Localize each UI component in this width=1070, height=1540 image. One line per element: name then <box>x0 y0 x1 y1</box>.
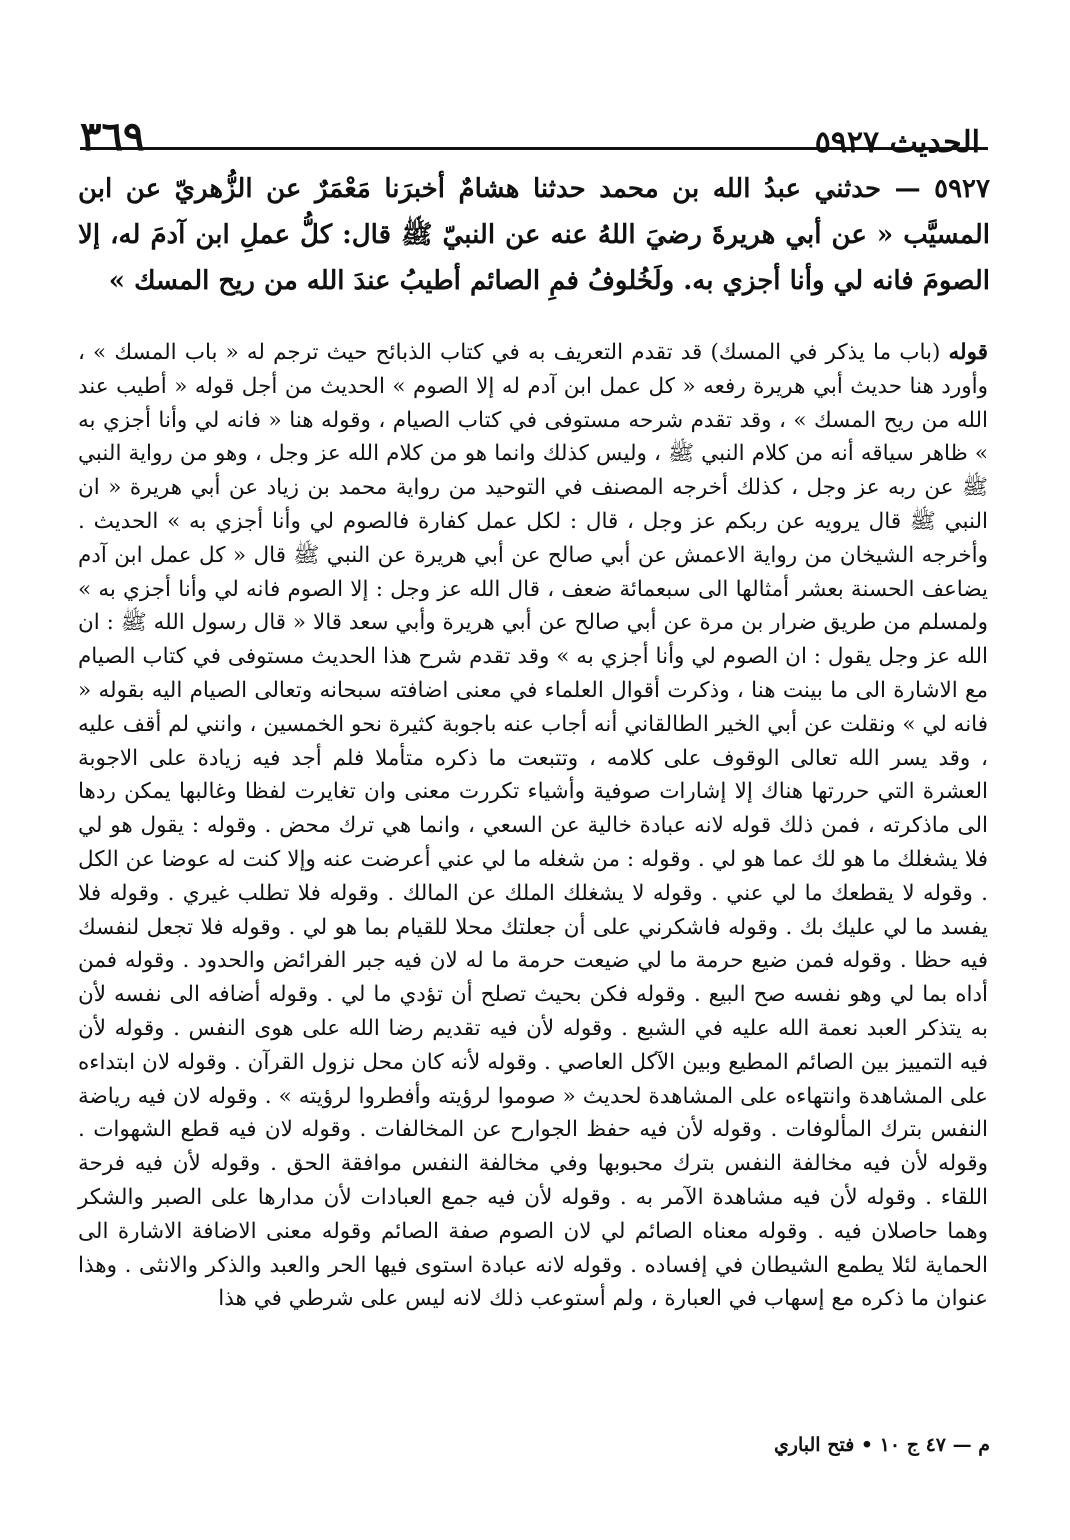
hadith-number: ٥٩٢٧ — <box>894 174 990 204</box>
hadith-body: حدثني عبدُ الله بن محمد حدثنا هشامٌ أخبرَنا مَعْمَرٌ عن الزُّهريّ عن ابن المسيَّب « عن أبي هريرةَ رضيَ اللهُ عنه عن النبيّ ﷺ قال: كلُّ عملِ ابن آدمَ له، إلا الصومَ فانه لي وأنا أجزي به. ولَخُلوفُ فمِ الصائم أطيبُ عندَ الله من ريح المسك » <box>78 174 990 296</box>
commentary-lead-word: قوله <box>948 340 988 365</box>
header-rule <box>80 147 988 150</box>
hadith-text-block <box>78 166 990 304</box>
signature-mark: م — ٤٧ ج ١٠ • فتح الباري <box>773 1434 990 1456</box>
commentary-paragraph <box>78 336 988 1316</box>
running-head: الحديث ٥٩٢٧ <box>814 125 980 160</box>
commentary-body: (باب ما يذكر في المسك) قد تقدم التعريف به في كتاب الذبائح حيث ترجم له « باب المسك » ، وأورد هنا حديث أبي هريرة رفعه « كل عمل ابن آدم له إلا الصوم » الحديث من أجل قوله « أطيب عند الله من ريح المسك » ، وقد تقدم شرحه مستوفى في كتاب الصيام ، وقوله هنا « فانه لي وأنا أجزي به » ظاهر سياقه أنه من كلام النبي ﷺ ، وليس كذلك وانما هو من كلام الله عز وجل ، وهو من رواية النبي ﷺ عن ربه عز وجل ، كذلك أخرجه المصنف في التوحيد من رواية محمد بن زياد عن أبي هريرة « ان النبي ﷺ قال يرويه عن ربكم عز وجل ، قال : لكل عمل كفارة فالصوم لي وأنا أجزي به » الحديث . وأخرجه الشيخان من رواية الاعمش عن أبي صالح عن أبي هريرة عن النبي ﷺ قال « كل عمل ابن آدم يضاعف الحسنة بعشر أمثالها الى سبعمائة ضعف ، قال الله عز وجل : إلا الصوم فانه لي وأنا أجزي به » ولمسلم من طريق ضرار بن مرة عن أبي صالح عن أبي هريرة وأبي سعد قالا « قال رسول الله ﷺ : ان الله عز وجل يقول : ان الصوم لي وأنا أجزي به » وقد تقدم شرح هذا الحديث مستوفى في كتاب الصيام مع الاشارة الى ما بينت هنا ، وذكرت أقوال العلماء في معنى اضافته سبحانه وتعالى الصيام اليه بقوله « فانه لي » ونقلت عن أبي الخير الطالقاني أنه أجاب عنه باجوبة كثيرة نحو الخمسين ، وانني لم أقف عليه ، وقد يسر الله تعالى الوقوف على كلامه ، وتتبعت ما ذكره متأملا فلم أجد فيه زيادة على الاجوبة العشرة التي حررتها هناك إلا إشارات صوفية وأشياء تكررت معنى وان تغايرت لفظا وغالبها يمكن ردها الى ماذكرته ، فمن ذلك قوله لانه عبادة خالية عن السعي ، وانما هي ترك محض . وقوله : يقول هو لي فلا يشغلك ما هو لك عما هو لي . وقوله : من شغله ما لي عني أعرضت عنه وإلا كنت له عوضا عن الكل . وقوله لا يقطعك ما لي عني . وقوله لا يشغلك الملك عن المالك . وقوله فلا تطلب غيري . وقوله فلا يفسد ما لي عليك بك . وقوله فاشكرني على أن جعلتك محلا للقيام بما هو لي . وقوله فلا تجعل لنفسك فيه حظا . وقوله فمن ضيع حرمة ما لي ضيعت حرمة ما له لان فيه جبر الفرائض والحدود . وقوله فمن أداه بما لي وهو نفسه صح البيع . وقوله فكن بحيث تصلح أن تؤدي ما لي . وقوله أضافه الى نفسه لأن به يتذكر العبد نعمة الله عليه في الشبع . وقوله لأن فيه تقديم رضا الله على هوى النفس . وقوله لأن فيه التمييز بين الصائم المطيع وبين الآكل العاصي . وقوله لأنه كان محل نزول القرآن . وقوله لان ابتداءه على المشاهدة وانتهاءه على المشاهدة لحديث « صوموا لرؤيته وأفطروا لرؤيته » . وقوله لان فيه رياضة النفس بترك المألوفات . وقوله لأن فيه حفظ الجوارح عن المخالفات . وقوله لان فيه قطع الشهوات . وقوله لأن فيه مخالفة النفس بترك محبوبها وفي مخالفة النفس موافقة الحق . وقوله لأن فيه فرحة اللقاء . وقوله لأن فيه مشاهدة الآمر به . وقوله لأن فيه جمع العبادات لأن مدارها على الصبر والشكر وهما حاصلان فيه . وقوله معناه الصائم لي لان الصوم صفة الصائم وقوله معنى الاضافة الاشارة الى الحماية لئلا يطمع الشيطان في إفساده . وقوله لانه عبادة استوى فيها الحر والعبد والذكر والانثى . وهذا عنوان ما ذكره مع إسهاب في العبارة ، ولم أستوعب ذلك لانه ليس على شرطي في هذا <box>78 340 988 1312</box>
page-number: ٣٦٩ <box>80 113 145 160</box>
commentary-block <box>78 336 988 1316</box>
page-header <box>80 100 980 160</box>
